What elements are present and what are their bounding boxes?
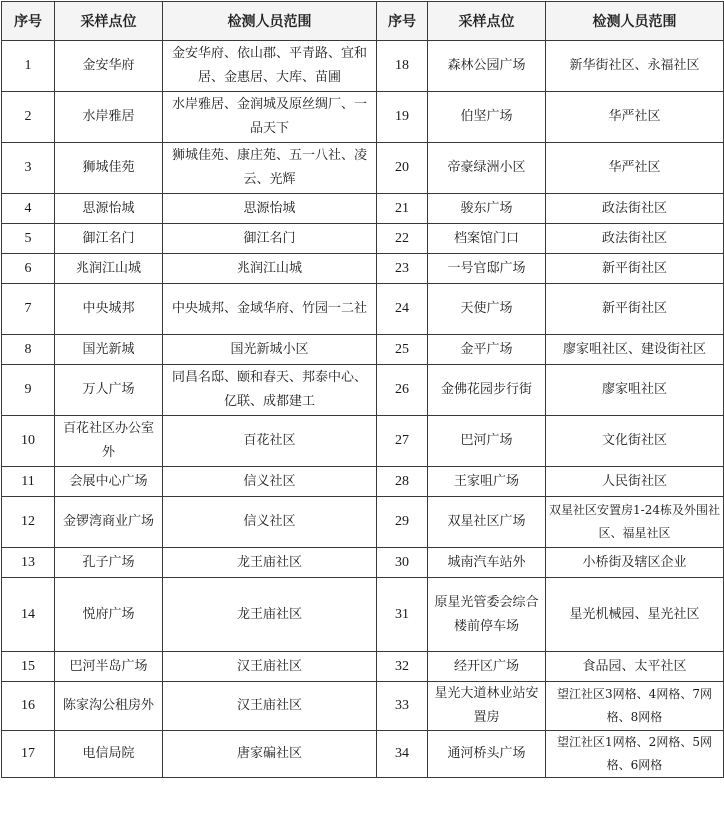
scope-text-left [163,467,377,497]
row-index-right [377,41,428,92]
site-name-text: 骏东广场 [460,200,513,216]
scope-text-left [163,682,377,731]
row-index-left [2,335,55,365]
site-name-text: 伯坚广场 [460,109,513,124]
table-row [2,224,724,254]
site-name-text: 档案馆门口 [453,230,519,246]
scope-text-left [163,335,377,365]
site-name-text: 金佛花园步行街 [440,382,532,397]
row-index-right [377,335,428,365]
row-index-text: 25 [395,341,409,357]
row-index-text: 9 [24,382,32,397]
header-site-left: 采样点位 [55,2,163,41]
scope-text-text: 华严社区 [608,109,661,124]
site-name-right [428,497,546,548]
scope-text-text: 文化街社区 [601,433,667,448]
scope-text-left [163,497,377,548]
row-index-text: 7 [24,301,32,316]
table-row [2,682,724,731]
table-row [2,548,724,578]
scope-text-right [546,578,724,652]
site-name-text: 金锣湾商业广场 [62,514,154,529]
header-index-right: 序号 [377,2,428,41]
row-index-left [2,548,55,578]
scope-text-left [163,143,377,194]
site-name-text: 帝豪绿洲小区 [447,160,526,175]
row-index-left [2,92,55,143]
site-name-text: 孔子广场 [82,554,135,570]
scope-text-left [163,578,377,652]
scope-text-text: 唐家碥社区 [236,746,302,761]
row-index-text: 16 [21,698,35,713]
scope-text-left [163,41,377,92]
site-name-right [428,224,546,254]
scope-text-text: 信义社区 [243,473,296,489]
row-index-text: 18 [395,58,409,73]
site-name-text: 经开区广场 [453,658,519,674]
table-row [2,335,724,365]
table-row [2,41,724,92]
scope-text-right [546,194,724,224]
site-name-right [428,194,546,224]
scope-text-left [163,284,377,335]
site-name-text: 王家咀广场 [453,473,519,489]
site-name-right [428,284,546,335]
site-name-left [55,652,163,682]
scope-text-right [546,284,724,335]
site-name-text: 陈家沟公租房外 [62,698,154,713]
row-index-text: 34 [395,746,409,761]
site-name-text: 狮城佳苑 [82,160,135,175]
site-name-text: 双星社区广场 [447,514,526,529]
site-name-text: 金平广场 [460,341,513,357]
row-index-left [2,143,55,194]
scope-text-text: 水岸雅居、金润城及原丝绸厂、一品天下 [171,97,367,136]
scope-text-left [163,652,377,682]
scope-text-text: 御江名门 [243,230,296,246]
row-index-text: 21 [395,200,409,216]
row-index-text: 4 [24,200,32,216]
scope-text-left [163,416,377,467]
table-row [2,254,724,284]
site-name-left [55,92,163,143]
site-name-left [55,143,163,194]
scope-text-text: 政法街社区 [601,200,667,216]
header-site-right: 采样点位 [428,2,546,41]
row-index-left [2,416,55,467]
row-index-right [377,194,428,224]
site-name-right [428,365,546,416]
table-row [2,92,724,143]
row-index-text: 2 [24,109,32,124]
site-name-right [428,731,546,778]
site-name-left [55,365,163,416]
header-index-left: 序号 [2,2,55,41]
scope-text-left [163,194,377,224]
scope-text-text: 龙王庙社区 [236,606,302,622]
scope-text-right [546,92,724,143]
row-index-right [377,467,428,497]
row-index-left [2,652,55,682]
site-name-right [428,578,546,652]
site-name-left [55,682,163,731]
scope-text-text: 望江社区1网格、2网格、5网格、6网格 [557,735,712,772]
row-index-text: 14 [21,606,35,622]
scope-text-text: 同昌名邸、颐和春天、邦泰中心、亿联、成都建工 [171,370,367,409]
row-index-text: 29 [395,514,409,529]
site-name-left [55,548,163,578]
scope-text-left [163,731,377,778]
scope-text-text: 金安华府、依山郡、平青路、宜和居、金惠居、大库、苗圃 [171,46,367,85]
site-name-text: 金安华府 [82,58,135,73]
site-name-left [55,41,163,92]
header-row [2,2,724,41]
scope-text-text: 百花社区 [243,433,296,448]
scope-text-text: 人民街社区 [601,473,667,489]
header-scope-left: 检测人员范围 [163,2,377,41]
table-row [2,467,724,497]
scope-text-right [546,497,724,548]
row-index-text: 33 [395,698,409,713]
scope-text-right [546,731,724,778]
row-index-text: 15 [21,658,35,674]
row-index-right [377,652,428,682]
row-index-right [377,143,428,194]
row-index-left [2,254,55,284]
scope-text-text: 国光新城小区 [230,341,309,357]
table-row [2,143,724,194]
row-index-text: 30 [395,554,409,570]
site-name-left [55,497,163,548]
scope-text-text: 思源怡城 [243,200,296,216]
row-index-right [377,416,428,467]
site-name-right [428,682,546,731]
site-name-left [55,416,163,467]
row-index-right [377,497,428,548]
site-name-right [428,467,546,497]
row-index-left [2,41,55,92]
scope-text-text: 汉王庙社区 [236,658,302,674]
row-index-text: 26 [395,382,409,397]
site-name-right [428,416,546,467]
site-name-left [55,731,163,778]
sampling-sites-table [1,1,724,778]
site-name-text: 万人广场 [82,382,135,397]
scope-text-right [546,143,724,194]
row-index-text: 10 [21,433,35,448]
table-row [2,194,724,224]
scope-text-right [546,365,724,416]
row-index-left [2,365,55,416]
scope-text-text: 华严社区 [608,160,661,175]
scope-text-text: 星光机械园、星光社区 [569,606,700,622]
site-name-text: 水岸雅居 [82,109,135,124]
scope-text-right [546,224,724,254]
site-name-text: 巴河半岛广场 [69,658,148,674]
scope-text-text: 龙王庙社区 [236,554,302,570]
scope-text-right [546,41,724,92]
row-index-text: 12 [21,514,35,529]
row-index-text: 23 [395,260,409,276]
site-name-right [428,143,546,194]
row-index-text: 24 [395,301,409,316]
table-body [2,41,724,778]
table-row [2,416,724,467]
site-name-left [55,224,163,254]
site-name-right [428,254,546,284]
scope-text-text: 小桥街及辖区企业 [582,554,687,570]
site-name-left [55,254,163,284]
row-index-text: 28 [395,473,409,489]
site-name-text: 思源怡城 [82,200,135,216]
row-index-text: 6 [24,260,32,276]
table-row [2,497,724,548]
table-row [2,284,724,335]
row-index-text: 27 [395,433,409,448]
scope-text-right [546,335,724,365]
site-name-right [428,41,546,92]
site-name-right [428,652,546,682]
table-row [2,365,724,416]
row-index-text: 32 [395,658,409,674]
row-index-text: 20 [395,160,409,175]
scope-text-left [163,224,377,254]
scope-text-text: 新平街社区 [601,301,667,316]
scope-text-right [546,548,724,578]
scope-text-text: 双星社区安置房1-24栋及外围社区、福星社区 [549,503,720,540]
site-name-text: 会展中心广场 [69,473,148,489]
row-index-right [377,284,428,335]
row-index-text: 3 [24,160,32,175]
row-index-text: 17 [21,746,35,761]
site-name-text: 城南汽车站外 [447,554,526,570]
row-index-left [2,224,55,254]
row-index-text: 31 [395,606,409,622]
site-name-text: 御江名门 [82,230,135,246]
site-name-text: 星光大道林业站安置房 [434,686,539,725]
table-row [2,578,724,652]
row-index-text: 22 [395,230,409,246]
scope-text-text: 汉王庙社区 [236,698,302,713]
row-index-text: 8 [24,341,32,357]
row-index-right [377,578,428,652]
site-name-text: 天使广场 [460,301,513,316]
scope-text-text: 狮城佳苑、康庄苑、五一八社、凌云、光辉 [171,148,367,187]
scope-text-text: 廖家咀社区、建设街社区 [562,341,706,357]
site-name-right [428,548,546,578]
scope-text-text: 中央城邦、金域华府、竹园一二社 [171,301,367,316]
site-name-left [55,467,163,497]
site-name-left [55,578,163,652]
site-name-text: 一号官邸广场 [447,260,526,276]
row-index-right [377,365,428,416]
site-name-text: 电信局院 [82,746,135,761]
scope-text-right [546,467,724,497]
table-row [2,652,724,682]
row-index-right [377,254,428,284]
scope-text-right [546,682,724,731]
scope-text-left [163,365,377,416]
scope-text-left [163,92,377,143]
row-index-left [2,682,55,731]
row-index-text: 5 [24,230,32,246]
scope-text-text: 廖家咀社区 [601,382,667,397]
table-row [2,731,724,778]
scope-text-right [546,254,724,284]
row-index-left [2,194,55,224]
site-name-right [428,92,546,143]
site-name-text: 巴河广场 [460,433,513,448]
scope-text-text: 新平街社区 [601,260,667,276]
scope-text-right [546,416,724,467]
scope-text-text: 信义社区 [243,514,296,529]
site-name-text: 中央城邦 [82,301,135,316]
scope-text-left [163,548,377,578]
row-index-left [2,467,55,497]
row-index-right [377,224,428,254]
row-index-left [2,731,55,778]
row-index-right [377,548,428,578]
site-name-text: 通河桥头广场 [447,746,526,761]
row-index-right [377,92,428,143]
row-index-right [377,731,428,778]
site-name-left [55,335,163,365]
site-name-text: 悦府广场 [82,606,135,622]
site-name-right [428,335,546,365]
scope-text-left [163,254,377,284]
scope-text-text: 政法街社区 [601,230,667,246]
row-index-left [2,497,55,548]
site-name-text: 兆润江山城 [75,260,141,276]
site-name-text: 森林公园广场 [447,58,526,73]
row-index-text: 11 [21,473,35,489]
row-index-text: 19 [395,109,409,124]
row-index-text: 1 [24,58,32,73]
header-scope-right: 检测人员范围 [546,2,724,41]
scope-text-text: 兆润江山城 [236,260,302,276]
row-index-text: 13 [21,554,35,570]
scope-text-text: 望江社区3网格、4网格、7网格、8网格 [557,687,712,724]
row-index-left [2,578,55,652]
scope-text-text: 食品园、太平社区 [582,658,687,674]
site-name-left [55,194,163,224]
site-name-text: 百花社区办公室外 [62,421,154,460]
site-name-text: 原星光管委会综合楼前停车场 [434,594,539,634]
scope-text-right [546,652,724,682]
row-index-left [2,284,55,335]
site-name-left [55,284,163,335]
row-index-right [377,682,428,731]
scope-text-text: 新华街社区、永福社区 [569,58,700,73]
site-name-text: 国光新城 [82,341,135,357]
